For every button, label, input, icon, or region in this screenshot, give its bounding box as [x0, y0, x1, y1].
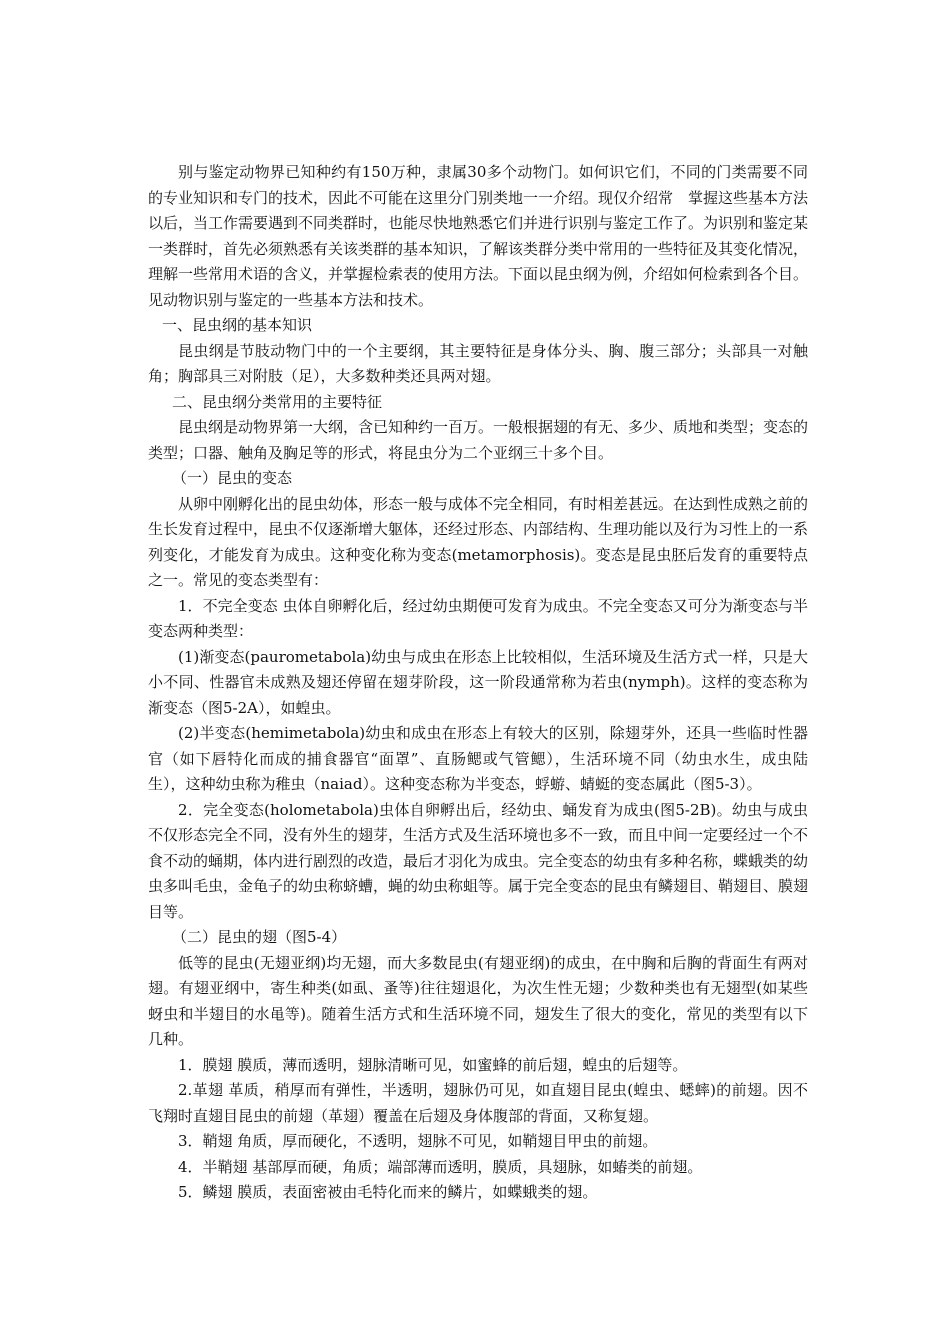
document-body	[148, 160, 808, 1206]
paragraph-holometabola: 2．完全变态(holometabola)虫体自卵孵出后，经幼虫、蛹发育为成虫(图5-2B)。幼虫与成虫不仅形态完全不同，没有外生的翅芽，生活方式及生活环境也多不一致，而且中间一定要经过一个不食不动的蛹期，体内进行剧烈的改造，最后才羽化为成虫。完全变态的幼虫有多种名称，蝶蛾类的幼虫多叫毛虫，金龟子的幼虫称蛴螬，蝇的幼虫称蛆等。属于完全变态的昆虫有鳞翅目、鞘翅目、膜翅目等。	[148, 800, 809, 921]
paragraph-insect-class: 昆虫纲是动物界第一大纲，含已知种约一百万。一般根据翅的有无、多少、质地和类型；变态的类型；口器、触角及胸足等的形式，将昆虫分为二个亚纲三十多个目。	[148, 418, 809, 462]
list-item-tegmen: 2.革翅 革质，稍厚而有弹性，半透明，翅脉仍可见，如直翅目昆虫(蝗虫、蟋蟀)的前翅。因不飞翔时直翅目昆虫的前翅（革翅）覆盖在后翅及身体腹部的背面，又称复翅。	[148, 1081, 808, 1125]
paragraph-incomplete-metamorphosis: 1．不完全变态 虫体自卵孵化后，经过幼虫期便可发育为成虫。不完全变态又可分为渐变态与半变态两种类型：	[148, 596, 808, 640]
subsection-heading-wings: （二）昆虫的翅（图5-4）	[172, 928, 347, 946]
paragraph-wings: 低等的昆虫(无翅亚纲)均无翅，而大多数昆虫(有翅亚纲)的成虫，在中胸和后胸的背面生有两对翅。有翅亚纲中，寄生种类(如虱、蚤等)往往翅退化，为次生性无翅；少数种类也有无翅型(如某些蚜虫和半翅目的水黾等)。随着生活方式和生活环境不同，翅发生了很大的变化，常见的类型有以下几种。	[148, 953, 808, 1048]
list-item-membranous-wing: 1．膜翅 膜质，薄而透明，翅脉清晰可见，如蜜蜂的前后翅，蝗虫的后翅等。	[178, 1055, 688, 1074]
list-item-elytra: 3．鞘翅 角质，厚而硬化，不透明，翅脉不可见，如鞘翅目甲虫的前翅。	[178, 1132, 658, 1150]
subsection-heading-metamorphosis: （一）昆虫的变态	[172, 469, 293, 487]
list-item-hemelytra: 4．半鞘翅 基部厚而硬，角质；端部薄而透明，膜质，具翅脉，如蝽类的前翅。	[178, 1157, 703, 1176]
paragraph-insect-features: 昆虫纲是节肢动物门中的一个主要纲，其主要特征是身体分头、胸、腹三部分；头部具一对触角；胸部具三对附肢（足），大多数种类还具两对翅。	[148, 341, 808, 385]
paragraph-metamorphosis: 从卵中刚孵化出的昆虫幼体，形态一般与成体不完全相同，有时相差甚远。在达到性成熟之前的生长发育过程中，昆虫不仅逐渐增大躯体，还经过形态、内部结构、生理功能以及行为习性上的一系列变化，才能发育为成虫。这种变化称为变态(metamorphosis)。变态是昆虫胚后发育的重要特点之一。常见的变态类型有：	[148, 494, 809, 589]
section-heading-basic-knowledge: 一、昆虫纲的基本知识	[162, 316, 313, 334]
section-heading-classification-features: 二、昆虫纲分类常用的主要特征	[172, 392, 383, 411]
intro-paragraph: 别与鉴定动物界已知种约有150万种，隶属30多个动物门。如何识它们，不同的门类需要不同的专业知识和专门的技术，因此不可能在这里分门别类地一一介绍。现仅介绍常 掌握这些基本方法以后，当工作需要遇到不同类群时，也能尽快地熟悉它们并进行识别与鉴定工作了。为识别和鉴定某一类群时，首先必须熟悉有关该类群的基本知识，了解该类群分类中常用的一些特征及其变化情况，理解一些常用术语的含义，并掌握检索表的使用方法。下面以昆虫纲为例，介绍如何检索到各个目。见动物识别与鉴定的一些基本方法和技术。	[148, 163, 809, 309]
paragraph-paurometabola: (1)渐变态(paurometabola)幼虫与成虫在形态上比较相似，生活环境及生活方式一样，只是大小不同、性器官未成熟及翅还停留在翅芽阶段，这一阶段通常称为若虫(nymph)。这样的变态称为渐变态（图5-2A），如蝗虫。	[148, 647, 808, 717]
paragraph-hemimetabola: (2)半变态(hemimetabola)幼虫和成虫在形态上有较大的区别，除翅芽外，还具一些临时性器官（如下唇特化而成的捕食器官“面罩”、直肠鳃或气管鳃），生活环境不同（幼虫水生，成虫陆生），这种幼虫称为稚虫（naiad）。这种变态称为半变态，蜉蝣、蜻蜓的变态属此（图5-3）。	[148, 724, 808, 793]
list-item-scaly-wing: 5．鳞翅 膜质，表面密被由毛特化而来的鳞片，如蝶蛾类的翅。	[178, 1183, 598, 1201]
